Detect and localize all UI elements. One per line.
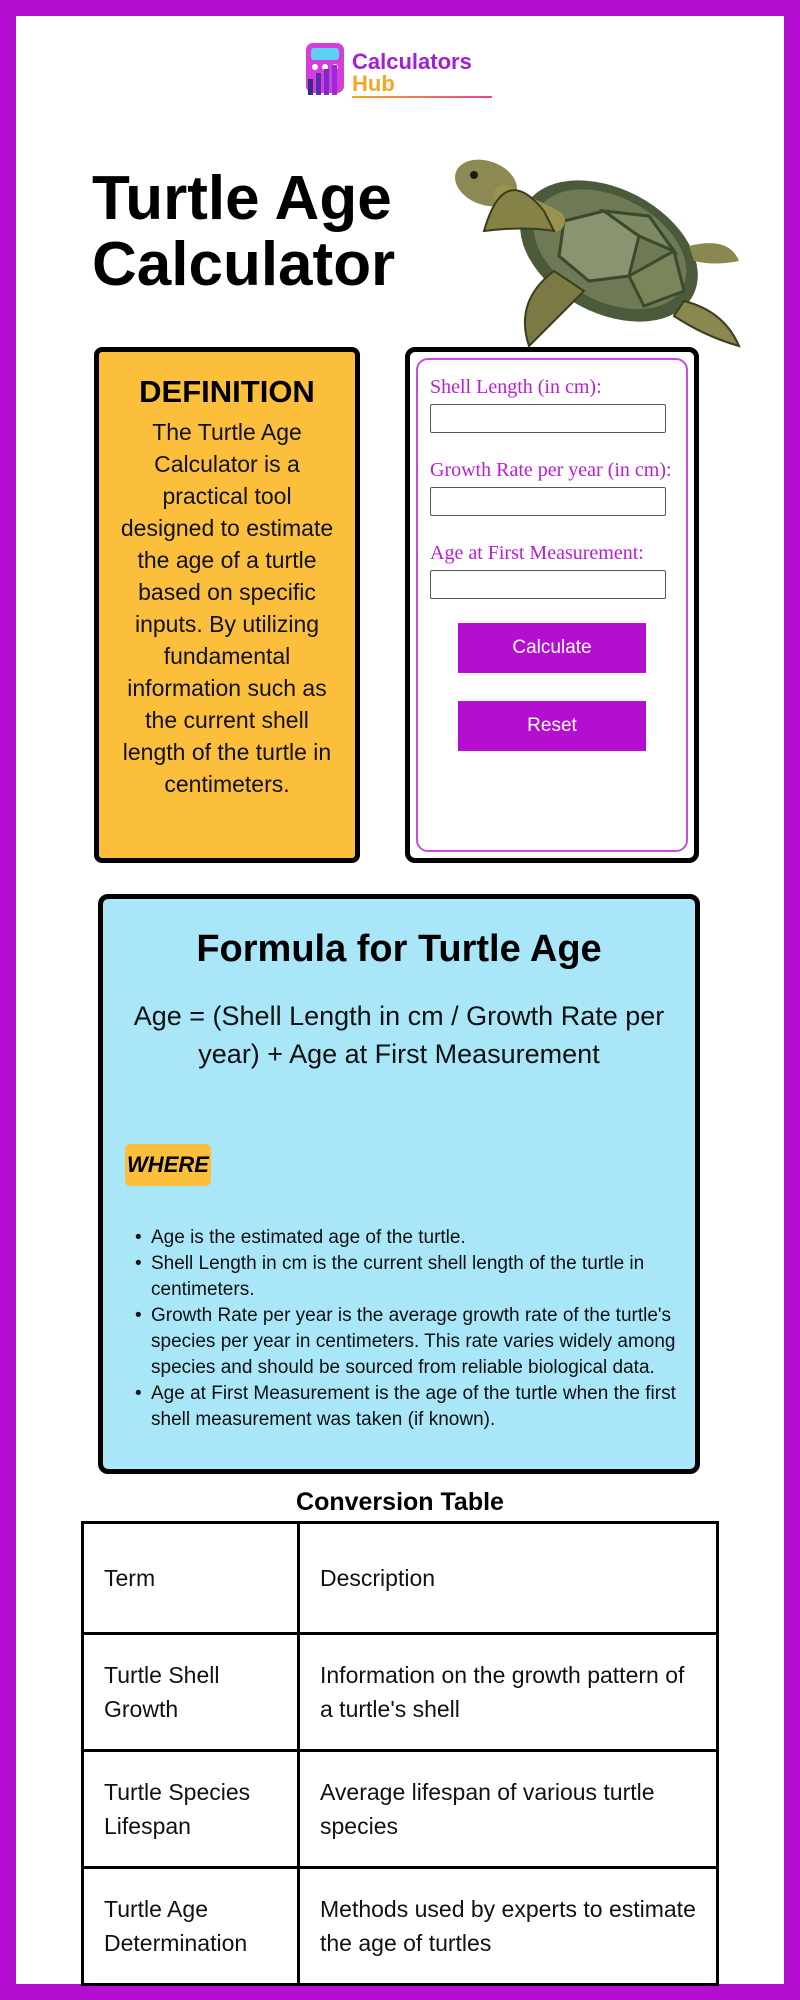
table-cell-description: Average lifespan of various turtle species [299, 1751, 718, 1868]
page-title: Turtle Age Calculator [92, 164, 396, 299]
calculator-form-card [405, 347, 699, 863]
calculator-form [416, 358, 688, 852]
table-row [83, 1634, 718, 1751]
definition-card [94, 347, 360, 863]
sea-turtle-illustration [444, 141, 744, 351]
conversion-table-title: Conversion Table [296, 1488, 504, 1516]
logo-underline [352, 96, 492, 98]
list-item: • Shell Length in cm is the current shell length of the turtle in centimeters. [131, 1251, 685, 1303]
table-cell-term: Turtle Age Determination [83, 1868, 299, 1985]
age-first-measurement-label: Age at First Measurement: [430, 542, 644, 564]
definition-text: The Turtle Age Calculator is a practical tool designed to estimate the age of a turtle based on specific inputs. By utilizing fundamental information such as the current shell length of the turtle in centimeters. [120, 419, 334, 797]
age-first-measurement-input[interactable] [430, 570, 666, 599]
logo-line-2: Hub [352, 71, 395, 96]
formula-equation: Age = (Shell Length in cm / Growth Rate per year) + Age at First Measurement [133, 1001, 665, 1069]
shell-length-input[interactable] [430, 404, 666, 433]
logo-line-1: Calculators [352, 49, 472, 74]
logo-wordmark [352, 51, 472, 95]
variable-definitions-list [131, 1225, 685, 1433]
formula-title: Formula for Turtle Age [196, 928, 602, 970]
list-item: • Age is the estimated age of the turtle. [131, 1225, 685, 1251]
table-cell-term: Turtle Shell Growth [83, 1634, 299, 1751]
calculators-hub-logo[interactable] [304, 41, 504, 113]
shell-length-label: Shell Length (in cm): [430, 376, 602, 398]
table-cell-description: Information on the growth pattern of a turtle's shell [299, 1634, 718, 1751]
table-row [83, 1868, 718, 1985]
page-container [16, 16, 784, 1984]
list-item: • Growth Rate per year is the average growth rate of the turtle's species per year in centimeters. This rate varies widely among species and should be sourced from reliable biological data. [131, 1303, 685, 1381]
where-badge: WHERE [125, 1144, 211, 1186]
formula-card [98, 894, 700, 1474]
table-header-row [83, 1523, 718, 1634]
table-row [83, 1751, 718, 1868]
reset-button[interactable]: Reset [458, 701, 646, 751]
table-cell-description: Methods used by experts to estimate the age of turtles [299, 1868, 718, 1985]
definition-heading: DEFINITION [139, 374, 315, 409]
table-header-description: Description [299, 1523, 718, 1634]
conversion-table [81, 1521, 719, 1986]
table-header-term: Term [83, 1523, 299, 1634]
calculator-logo-icon [304, 41, 348, 99]
table-cell-term: Turtle Species Lifespan [83, 1751, 299, 1868]
growth-rate-label: Growth Rate per year (in cm): [430, 459, 672, 481]
growth-rate-input[interactable] [430, 487, 666, 516]
list-item: • Age at First Measurement is the age of the turtle when the first shell measurement was taken (if known). [131, 1381, 685, 1433]
calculate-button[interactable]: Calculate [458, 623, 646, 673]
